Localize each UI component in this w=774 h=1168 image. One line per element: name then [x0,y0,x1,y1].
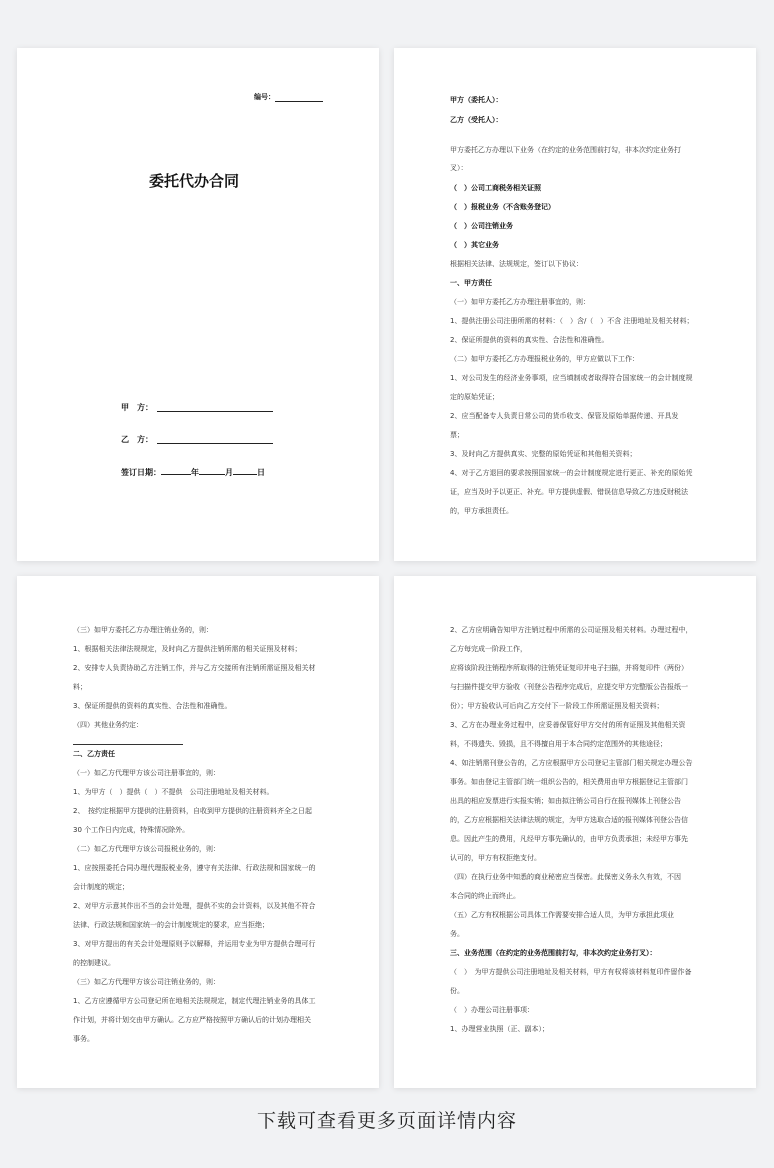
text-line: （二）如乙方代理甲方该公司报税业务的，则： [73,845,220,853]
text-line: （一）如乙方代理甲方该公司注册事宜的，则： [73,769,220,777]
download-more-footer: 下载可查看更多页面详情内容 [256,1110,517,1132]
contract-number-blank [275,101,323,102]
text-line: 1、乙方应遵循甲方公司登记所在地相关法规规定，制定代理注销业务的具体工 [73,997,316,1005]
contract-page-4 [394,576,756,1088]
year-label: 年 [191,468,199,477]
text-line: 3、及时向乙方提供真实、完整的原始凭证和其他相关资料； [450,450,637,458]
text-line: 的，甲方承担责任。 [450,507,513,515]
contract-title: 委托代办合同 [149,172,240,190]
text-line: 事务。 [73,1035,94,1043]
text-line: 30 个工作日内完成，特殊情况除外。 [73,826,190,834]
text-line: 2、应当配备专人负责日常公司的货币收支、保管及原始单据传递、开具发 [450,412,679,420]
text-line: 二、乙方责任 [73,750,115,758]
contract-page-2 [394,48,756,561]
text-line: （五）乙方有权根据公司具体工作需要安排合适人员，为甲方承担此项业 [450,911,674,919]
text-line: 会计制度的规定； [73,883,129,891]
contract-page-3 [17,576,379,1088]
text-line: 三、业务范围（在约定的业务范围前打勾，非本次约定业务打叉）： [450,949,657,957]
text-line: 料； [73,683,87,691]
text-line: 出具的相应发票进行实报实销；如由拟注销公司自行在报刊媒体上刊登公告 [450,797,681,805]
text-line: 1、提供注册公司注册所需的材料：（ ）含/（ ）不含 注册地址及相关材料； [450,317,694,325]
text-line: 2、安排专人负责协助乙方注销工作，并与乙方交接所有注销所需证照及相关材 [73,664,316,672]
text-line: 2、保证所提供的资料的真实性、合法性和准确性。 [450,336,609,344]
text-line: 应将该阶段注销程序所取得的注销凭证复印并电子扫描，并将复印件（两份） [450,664,688,672]
month-label: 月 [225,468,233,477]
text-line: （三）如乙方代理甲方该公司注销业务的，则： [73,978,220,986]
text-line: 的，乙方应根据相关法律法规的规定，为甲方选取合适的报刊媒体刊登公告信 [450,816,688,824]
text-line: 1、对公司发生的经济业务事项，应当填制或者取得符合国家统一的会计制度规 [450,374,693,382]
text-line: （一）如甲方委托乙方办理注册事宜的，则： [450,298,590,306]
text-line: 本合同的终止而终止。 [450,892,520,900]
text-line: 1、根据相关法律法规规定，及时向乙方提供注销所需的相关证照及材料； [73,645,302,653]
watermark [49,488,74,518]
party-a-label: 甲 方： [121,403,153,412]
text-line: 1、办理营业执照（正、副本）； [450,1025,549,1033]
text-line: 2、 按约定根据甲方提供的注册资料，自收到甲方提供的注册资料齐全之日起 [73,807,312,815]
text-line: （四）在执行业务中知悉的商业秘密应当保密。此保密义务永久有效，不因 [450,873,681,881]
text-line: 根据相关法律、法规规定，签订以下协议： [450,260,583,268]
text-line: 1、应按照委托合同办理代理报税业务，遵守有关法律、行政法规和国家统一的 [73,864,316,872]
text-line: 息。因此产生的费用，凡经甲方事先确认的，由甲方负责承担；未经甲方事先 [450,835,688,843]
text-line: 2、乙方应明确告知甲方注销过程中所需的公司证照及相关材料。办理过程中， [450,626,693,634]
text-line: （ ）其它业务 [450,241,499,249]
day-label: 日 [257,468,265,477]
text-line: 3、乙方在办理业务过程中，应妥善保管好甲方交付的所有证照及其他相关资 [450,721,686,729]
text-line: （二）如甲方委托乙方办理报税业务的，甲方应做以下工作： [450,355,639,363]
contract-cover-page [17,48,379,561]
text-line: 叉）： [450,164,468,172]
text-line: （三）如甲方委托乙方办理注销业务的，则： [73,626,213,634]
text-line: 事务。如由登记主管部门统一组织公告的，相关费用由甲方根据登记主管部门 [450,778,688,786]
text-line: 乙方每完成一阶段工作， [450,645,527,653]
text-line: （ ） 为甲方提供公司注册地址及相关材料，甲方有权将该材料复印件留作备 [450,968,692,976]
text-line: 与扫描件提交甲方验收（刊登公告程序完成后，应提交甲方完整版公告报纸一 [450,683,688,691]
text-line: 法律、行政法规和国家统一的会计制度规定的要求，应当拒绝； [73,921,269,929]
party-a-blank [157,411,273,412]
text-line: 务。 [450,930,464,938]
year-blank [161,466,191,475]
text-line: 1、为甲方（ ）提供（ ）不提供 公司注册地址及相关材料。 [73,788,274,796]
other-agreement-blank [73,744,183,745]
text-line: （ ）报税业务（不含账务登记） [450,203,555,211]
text-line: （四）其他业务约定： [73,721,143,729]
text-line: （ ）公司工商税务相关证照 [450,184,541,192]
sign-date-row [121,466,265,478]
text-line: 4、对于乙方退回的要求按照国家统一的会计制度规定进行更正、补充的原始凭 [450,469,693,477]
contract-number-label: 编号： [254,93,275,101]
text-line: 甲方委托乙方办理以下业务（在约定的业务范围前打勾，非本次约定业务打 [450,146,681,154]
text-line: 票； [450,431,464,439]
text-line: 定的原始凭证； [450,393,499,401]
text-line: 4、如注销需刊登公告的，乙方应根据甲方公司登记主管部门相关规定办理公告 [450,759,693,767]
text-line: （ ）办理公司注册事项： [450,1006,534,1014]
text-line: 甲方（委托人）： [450,96,503,104]
text-line: 份。 [450,987,464,995]
text-line: 3、保证所提供的资料的真实性、合法性和准确性。 [73,702,232,710]
text-line: （ ）公司注销业务 [450,222,513,230]
text-line: 一、甲方责任 [450,279,492,287]
text-line: 乙方（受托人）： [450,116,503,124]
text-line: 证，应当及时予以更正、补充。甲方提供虚假、错误信息导致乙方违反财税法 [450,488,688,496]
sign-date-label: 签订日期： [121,468,161,477]
text-line: 的控制建议。 [73,959,115,967]
text-line: 认可的，甲方有权拒绝支付。 [450,854,541,862]
text-line: 份）；甲方验收认可后向乙方交付下一阶段工作所需证照及相关资料； [450,702,664,710]
party-b-label: 乙 方： [121,435,153,444]
party-b-blank [157,443,273,444]
text-line: 2、对甲方示意其作出不当的会计处理，提供不实的会计资料，以及其他不符合 [73,902,316,910]
text-line: 作计划，并将计划交由甲方确认。乙方应严格按照甲方确认后的计划办理相关 [73,1016,311,1024]
text-line: 料，不得遗失、毁损，且不得擅自用于本合同约定范围外的其他途径； [450,740,667,748]
text-line: 3、对甲方提出的有关会计处理原则予以解释，并运用专业为甲方提供合理可行 [73,940,316,948]
day-blank [233,466,257,475]
month-blank [199,466,225,475]
